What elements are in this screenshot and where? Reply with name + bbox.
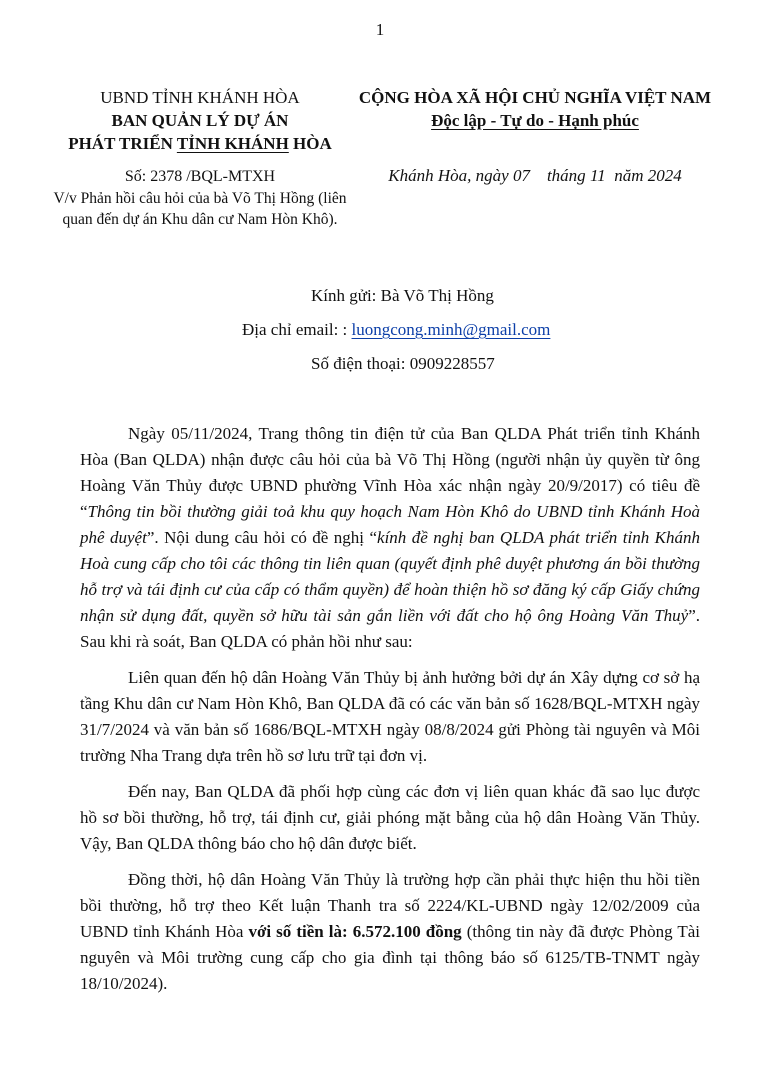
recipient-phone: Số điện thoại: 0909228557 xyxy=(311,354,495,373)
refund-amount: với số tiền là: 6.572.100 đồng xyxy=(248,922,462,941)
paragraph-4: Đồng thời, hộ dân Hoàng Văn Thủy là trường hợp cần phải thực hiện thu hồi tiền bồi thường, hỗ trợ theo Kết luận Thanh tra số 2224/KL-UBND ngày 12/02/2009 của UBND tỉnh Khánh Hòa với số tiền là: 6.572.100 đồng (thông tin này đã được Phòng Tài nguyên và Môi trường cung cấp cho gia đình tại thông báo số 6125/TB-TNMT ngày 18/10/2024). xyxy=(80,870,700,993)
national-motto: Độc lập - Tự do - Hạnh phúc xyxy=(431,111,639,130)
email-label: Địa chỉ email: : xyxy=(242,320,352,339)
email-link[interactable]: luongcong.minh@gmail.com xyxy=(351,320,551,339)
issuing-agency-header xyxy=(50,86,350,155)
paragraph-1: Ngày 05/11/2024, Trang thông tin điện tử của Ban QLDA Phát triển tỉnh Khánh Hòa (Ban QLDA) nhận được câu hỏi của bà Võ Thị Hồng (người nhận ủy quyền từ ông Hoàng Văn Thủy được UBND phường Vĩnh Hòa xác nhận ngày 20/9/2017) có tiêu đề “Thông tin bồi thường giải toả khu quy hoạch Nam Hòn Khô do UBND tỉnh Khánh Hoà phê duyệt”. Nội dung câu hỏi có đề nghị “kính đề nghị ban QLDA phát triển tỉnh Khánh Hoà cung cấp cho tôi các thông tin liên quan (quyết định phê duyệt phương án bồi thường hỗ trợ và tái định cư của cấp có thẩm quyền) để hoàn thiện hồ sơ đăng ký cấp Giấy chứng nhận sử dụng đất, quyền sở hữu tài sản gắn liền với đất cho hộ ông Hoàng Văn Thuỷ”. Sau khi rà soát, Ban QLDA có phản hồi như sau: xyxy=(80,424,700,651)
paragraph-3: Đến nay, Ban QLDA đã phối hợp cùng các đơn vị liên quan khác đã sao lục được hồ sơ bồi thường, hỗ trợ, tái định cư, giải phóng mặt bằng của hộ dân Hoàng Văn Thủy. Vậy, Ban QLDA thông báo cho hộ dân được biết. xyxy=(80,782,700,853)
document-subject: V/v Phản hồi câu hỏi của bà Võ Thị Hồng (liên quan đến dự án Khu dân cư Nam Hòn Khô). xyxy=(53,190,347,228)
agency-name-line1: BAN QUẢN LÝ DỰ ÁN xyxy=(111,111,289,130)
document-number: Số: 2378 /BQL-MTXH xyxy=(124,168,276,185)
letter-body xyxy=(80,421,700,1007)
national-header xyxy=(340,86,730,132)
agency-parent: UBND TỈNH KHÁNH HÒA xyxy=(100,88,300,107)
recipient-name: Kính gửi: Bà Võ Thị Hồng xyxy=(311,286,494,305)
issue-date: Khánh Hòa, ngày 07 tháng 11 năm 2024 xyxy=(388,166,682,185)
page-number: 1 xyxy=(375,20,385,39)
paragraph-2: Liên quan đến hộ dân Hoàng Văn Thủy bị ảnh hưởng bởi dự án Xây dựng cơ sở hạ tầng Khu dân cư Nam Hòn Khô, Ban QLDA đã có các văn bản số 1628/BQL-MTXH ngày 31/7/2024 và văn bản số 1686/BQL-MTXH ngày 08/8/2024 gửi Phòng tài nguyên và Môi trường Nha Trang dựa trên hồ sơ lưu trữ tại đơn vị. xyxy=(80,668,700,765)
agency-name-line2: PHÁT TRIỂN TỈNH KHÁNH HÒA xyxy=(68,134,332,153)
country-name: CỘNG HÒA XÃ HỘI CHỦ NGHĨA VIỆT NAM xyxy=(358,88,712,107)
